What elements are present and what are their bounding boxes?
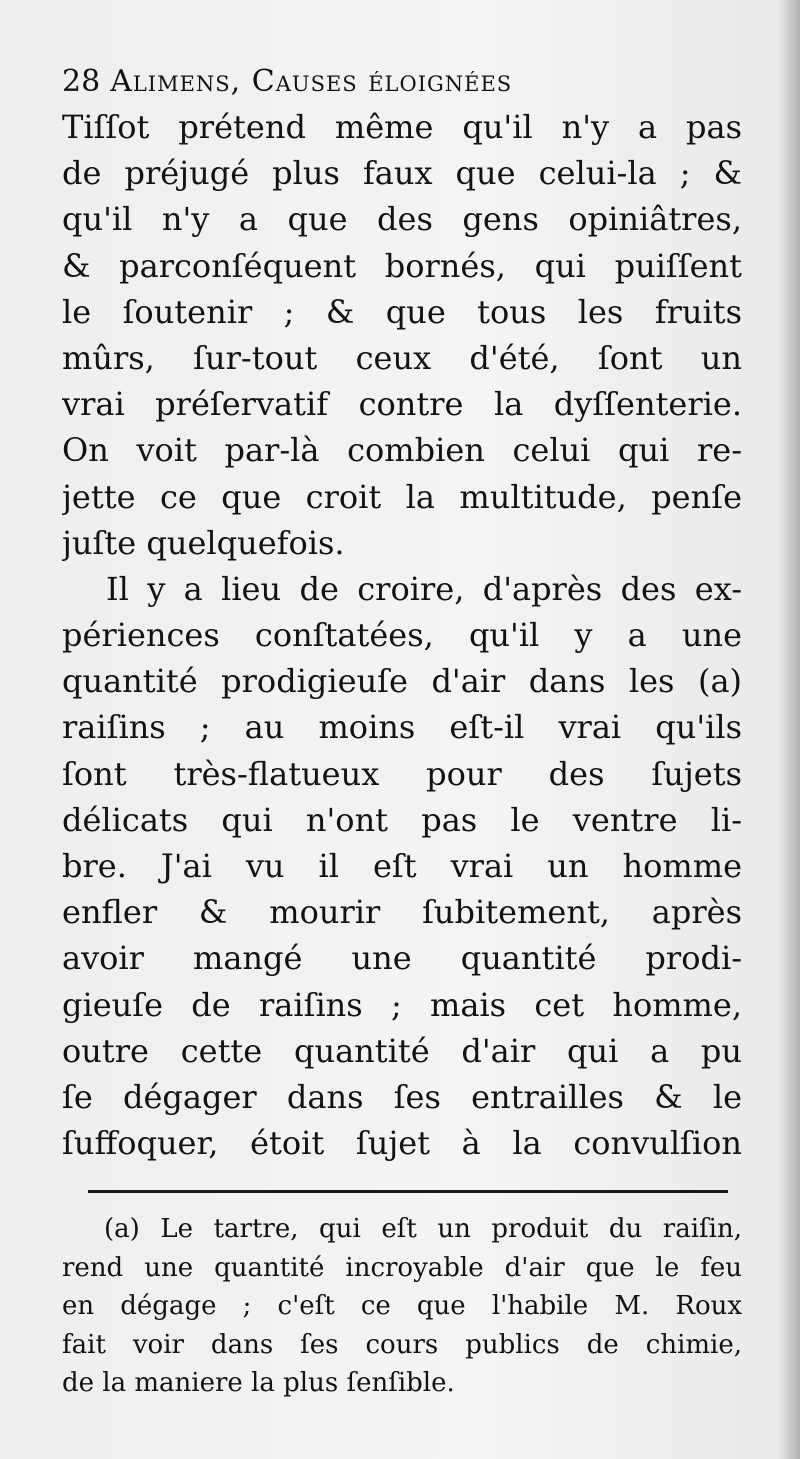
footnote-line: de la maniere la plus ſenſible. <box>62 1368 455 1398</box>
text-line: gieuſe de raiſins ; mais cet homme, <box>62 985 742 1024</box>
footnote <box>62 1210 742 1403</box>
text-line: Il y a lieu de croire, d'après des ex- <box>106 569 742 608</box>
body-text <box>62 104 742 1166</box>
text-line: qu'il n'y a que des gens opiniâtres, <box>62 200 742 239</box>
footnote-rule <box>88 1190 728 1193</box>
text-line: mûrs, ſur-tout ceux d'été, ſont un <box>62 338 742 377</box>
text-line: vrai préſervatif contre la dyſſenterie. <box>62 385 742 424</box>
text-line: & parconſéquent bornés, qui puiſſent <box>62 246 742 285</box>
text-line: juſte quelquefois. <box>62 523 345 562</box>
page-number: 28 <box>62 64 101 99</box>
running-title: Alimens, Causes éloignées <box>110 64 513 99</box>
text-line: ſont très-flatueux pour des ſujets <box>62 754 742 793</box>
text-line: outre cette quantité d'air qui a pu <box>62 1031 742 1070</box>
text-line: de préjugé plus faux que celui-la ; & <box>62 154 742 193</box>
footnote-line: en dégage ; c'eſt ce que l'habile M. Roux <box>62 1291 742 1321</box>
text-line: avoir mangé une quantité prodi- <box>62 939 742 978</box>
text-line: le ſoutenir ; & que tous les fruits <box>62 292 742 331</box>
text-line: jette ce que croit la multitude, penſe <box>62 477 742 516</box>
page-header <box>62 60 742 104</box>
text-line: délicats qui n'ont pas le ventre li- <box>62 800 742 839</box>
text-line: raiſins ; au moins eſt-il vrai qu'ils <box>62 708 742 747</box>
text-line: On voit par-là combien celui qui re- <box>62 431 742 470</box>
text-line: ſe dégager dans ſes entrailles & le <box>62 1077 742 1116</box>
footnote-line: fait voir dans ſes cours publics de chimie, <box>62 1329 742 1360</box>
page-edge-shadow <box>778 0 800 1459</box>
text-line: quantité prodigieuſe d'air dans les (a) <box>62 662 742 701</box>
text-line: Tiſſot prétend même qu'il n'y a pas <box>62 108 742 146</box>
text-line: bre. J'ai vu il eſt vrai un homme <box>62 847 742 885</box>
text-line: enfler & mourir ſubitement, après <box>62 893 742 932</box>
footnote-line: (a) Le tartre, qui eſt un produit du raiſin, <box>104 1214 742 1244</box>
text-line: ſuffoquer, étoit ſujet à la convulſion <box>62 1124 742 1163</box>
footnote-line: rend une quantité incroyable d'air que le feu <box>62 1252 742 1283</box>
text-line: périences conſtatées, qu'il y a une <box>62 616 742 655</box>
